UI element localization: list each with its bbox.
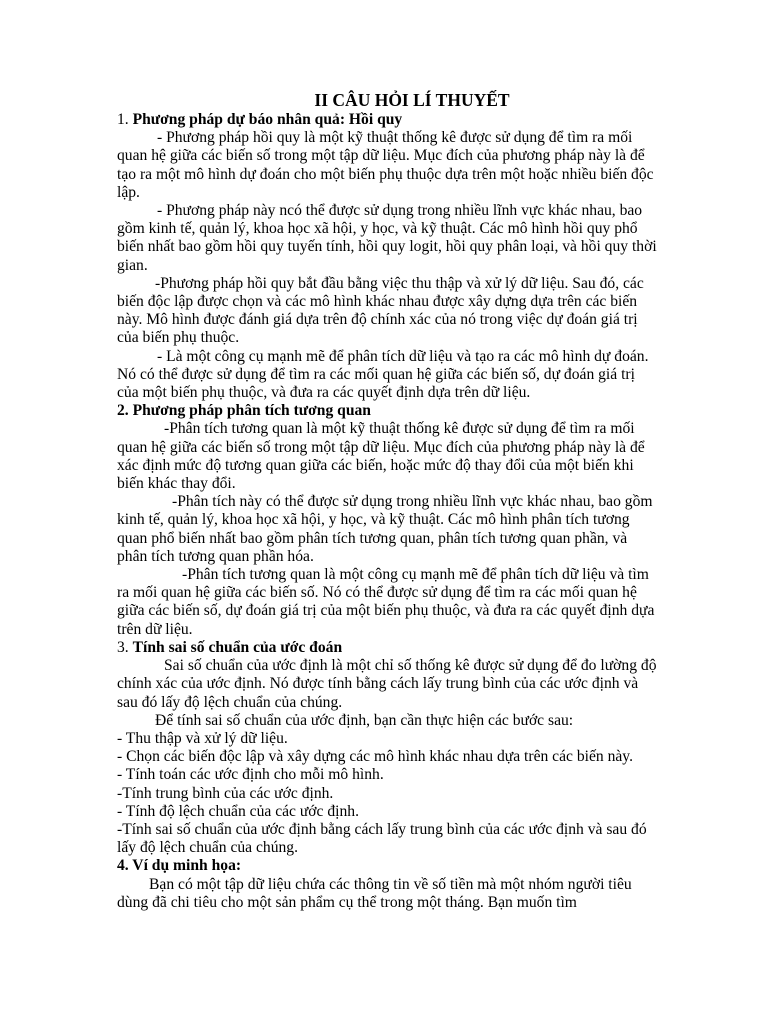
step-item: - Thu thập và xử lý dữ liệu. [117, 729, 288, 747]
paragraph: Bạn có một tập dữ liệu chứa các thông tin về số tiền mà một nhóm người tiêu dùng đã chi tiêu cho một sản phẩm cụ thể trong một tháng. Bạn muốn tìm [117, 875, 632, 911]
paragraph: Để tính sai số chuẩn của ước định, bạn cần thực hiện các bước sau: [155, 711, 574, 729]
section-title: Phương pháp dự báo nhân quả: Hồi quy [132, 111, 403, 128]
section-2-heading [117, 402, 657, 420]
step-item: -Tính trung bình của các ước định. [117, 784, 334, 802]
section-number: 2. [117, 402, 129, 420]
section-number: 3. [117, 638, 129, 656]
paragraph: - Phương pháp này ncó thể được sử dụng trong nhiều lĩnh vực khác nhau, bao gồm kinh tế, quản lý, khoa học xã hội, y học, và kỹ thuật. Các mô hình hồi quy phổ biến nhất bao gồm hồi quy tuyến tính, hồi quy logit, hồi quy phân loại, và hồi quy thời gian. [117, 202, 657, 274]
document-title: II CÂU HỎI LÍ THUYẾT [314, 90, 510, 110]
paragraph: -Phân tích này có thể được sử dụng trong nhiều lĩnh vực khác nhau, bao gồm kinh tế, quản lý, khoa học xã hội, y học, và kỹ thuật. Các mô hình phân tích tương quan phổ biến nhất bao gồm phân tích tương quan, phân tích tương quan phần, và phân tích tương quan phần hóa. [117, 493, 653, 565]
section-4-heading: 4. Ví dụ minh họa: [117, 857, 242, 875]
paragraph: - Phương pháp hồi quy là một kỹ thuật thống kê được sử dụng để tìm ra mối quan hệ giữa các biến số trong một tập dữ liệu. Mục đích của phương pháp này là để tạo ra một mô hình dự đoán cho một biến phụ thuộc dựa trên một hoặc nhiều biến độc lập. [117, 129, 654, 201]
step-item: - Tính độ lệch chuẩn của các ước định. [117, 802, 359, 820]
paragraph: -Phân tích tương quan là một kỹ thuật thống kê được sử dụng để tìm ra mối quan hệ giữa các biến số trong một tập dữ liệu. Mục đích của phương pháp này là để xác định mức độ tương quan giữa các biến, hoặc mức độ thay đổi của một biến khi biến khác thay đổi. [117, 420, 645, 493]
step-item: - Chọn các biến độc lập và xây dựng các mô hình khác nhau dựa trên các biến này. [117, 748, 633, 766]
section-title: Tính sai số chuẩn của ước đoán [132, 638, 343, 656]
section-1-heading [117, 111, 657, 129]
step-item: -Tính sai số chuẩn của ước định bằng cách lấy trung bình của các ước định và sau đó lấy độ lệch chuẩn của chúng. [117, 820, 647, 857]
paragraph: -Phương pháp hồi quy bắt đầu bằng việc thu thập và xử lý dữ liệu. Sau đó, các biến độc lập được chọn và các mô hình khác nhau được xây dựng dựa trên các biến này. Mô hình được đánh giá dựa trên độ chính xác của nó trong việc dự đoán giá trị của biến phụ thuộc. [117, 274, 644, 347]
section-3-heading [117, 639, 657, 657]
step-item: - Tính toán các ước định cho mỗi mô hình. [117, 766, 384, 784]
paragraph: - Là một công cụ mạnh mẽ để phân tích dữ liệu và tạo ra các mô hình dự đoán. Nó có thể được sử dụng để tìm ra các mối quan hệ giữa các biến số, dự đoán giá trị của một biến phụ thuộc, và đưa ra các quyết định dựa trên dữ liệu. [117, 347, 649, 402]
paragraph: -Phân tích tương quan là một công cụ mạnh mẽ để phân tích dữ liệu và tìm ra mối quan hệ giữa các biến số. Nó có thể được sử dụng để tìm ra các mối quan hệ giữa các biến số, dự đoán giá trị của một biến phụ thuộc, và đưa ra các quyết định dựa trên dữ liệu. [117, 566, 655, 638]
paragraph: Sai số chuẩn của ước định là một chỉ số thống kê được sử dụng để đo lường độ chính xác của ước định. Nó được tính bằng cách lấy trung bình của các ước định và sau đó lấy độ lệch chuẩn của chúng. [117, 657, 657, 711]
section-title: Phương pháp phân tích tương quan [132, 402, 371, 420]
section-number: 1. [117, 111, 129, 128]
document-body [117, 89, 657, 912]
